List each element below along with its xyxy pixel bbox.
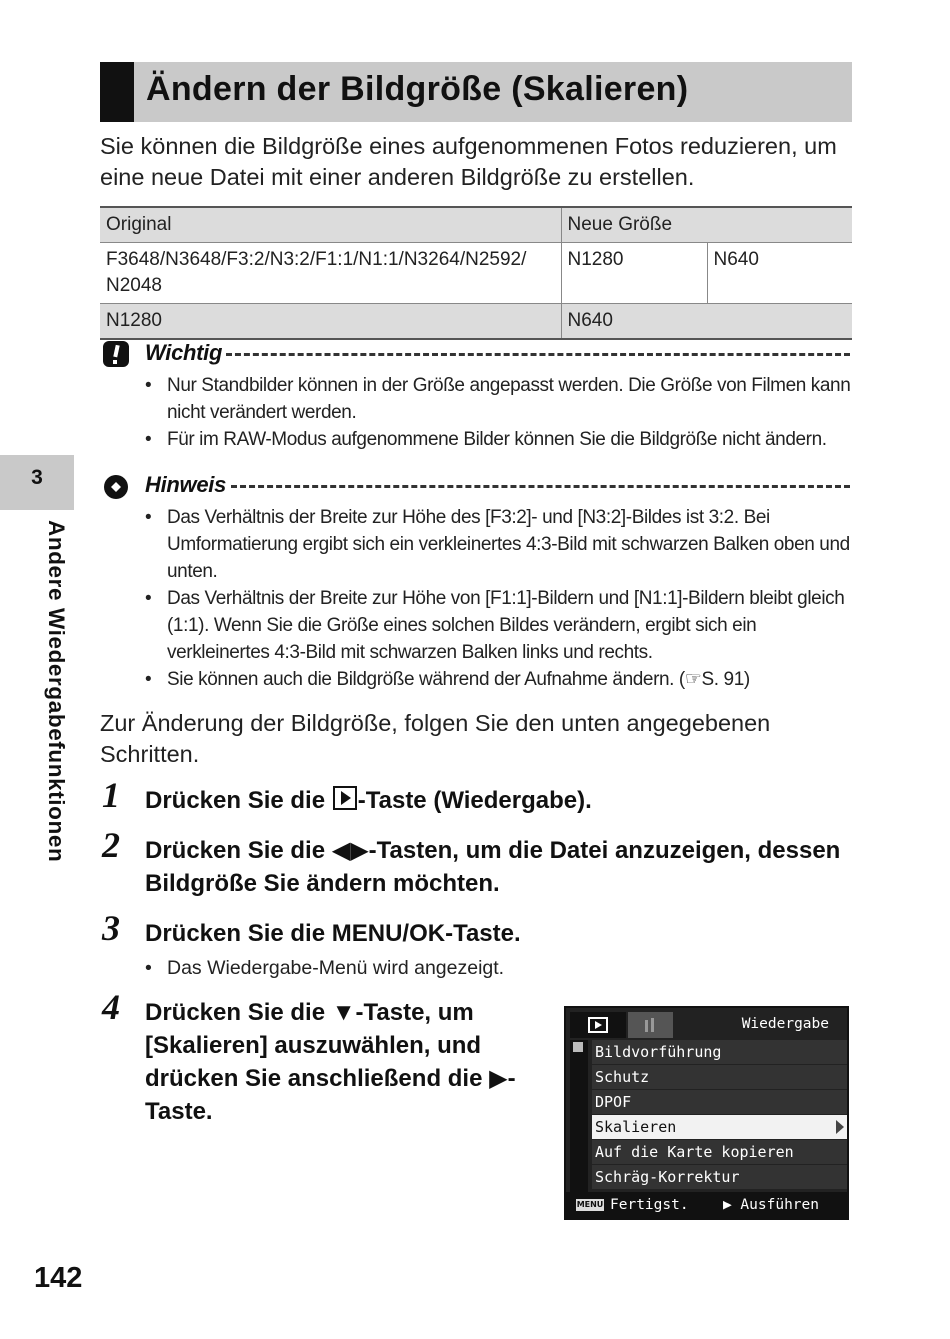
camera-scroll-marker xyxy=(573,1042,583,1052)
table-cell-original: F3648/N3648/F3:2/N3:2/F1:1/N1:1/N3264/N2592/ N2048 xyxy=(100,243,561,304)
chapter-number: 3 xyxy=(31,466,43,489)
step-4-text xyxy=(145,996,545,1128)
important-title: Wichtig xyxy=(145,340,223,365)
step-number-2: 2 xyxy=(102,825,120,865)
hint-icon xyxy=(102,472,130,500)
chapter-label: Andere Wiedergabefunktionen xyxy=(44,520,69,863)
list-item: • Das Verhältnis der Breite zur Höhe von [F1:1]-Bildern und [N1:1]-Bildern bleibt gleich (1:1). Wenn Sie die Größe eines solchen Bildes verändern, ergibt sich ein verkleinertes 4:3-Bild mit schwarzen Balken links und rechts. xyxy=(145,585,857,666)
size-table xyxy=(100,206,852,340)
hint-divider xyxy=(231,485,850,488)
page-reference-icon: ☞ xyxy=(684,669,702,690)
hint-list xyxy=(145,504,857,693)
steps-intro: Zur Änderung der Bildgröße, folgen Sie den unten angegebenen Schritten. xyxy=(100,710,771,767)
right-arrow-icon: ▶ xyxy=(489,1065,508,1092)
camera-menu-item[interactable]: Auf die Karte kopieren xyxy=(592,1140,849,1164)
left-right-arrow-icon: ◀▶ xyxy=(331,837,369,864)
camera-header xyxy=(566,1012,847,1038)
table-cell-new: N1280 xyxy=(561,243,707,304)
step-number-1: 1 xyxy=(102,775,120,815)
table-row xyxy=(100,243,852,304)
step-3-sub-list xyxy=(145,955,857,982)
important-list xyxy=(145,372,857,453)
chevron-right-icon xyxy=(836,1120,844,1134)
list-item: • Das Wiedergabe-Menü wird angezeigt. xyxy=(145,955,857,982)
title-marker xyxy=(100,62,134,122)
list-item: • Das Verhältnis der Breite zur Höhe des [F3:2]- und [N3:2]-Bildes ist 3:2. Bei Umformatierung ergibt sich ein verkleinertes 4:3-Bild mit schwarzen Balken oben und unten. xyxy=(145,504,857,585)
step-2-text xyxy=(145,834,860,900)
step-text-part: Drücken Sie die xyxy=(145,837,332,864)
camera-menu-item[interactable]: Schutz xyxy=(592,1065,849,1089)
table-header-original: Original xyxy=(100,207,561,243)
menu-button-icon: MENU xyxy=(576,1200,604,1209)
list-item-text: Sie können auch die Bildgröße während der Aufnahme ändern. ( xyxy=(167,669,685,690)
camera-menu-screen xyxy=(564,1006,849,1220)
step-text-part: Drücken Sie die xyxy=(145,787,332,814)
warning-icon xyxy=(102,340,130,368)
playback-icon xyxy=(333,786,357,810)
step-text-part: -Taste. xyxy=(145,1065,516,1125)
step-number-3: 3 xyxy=(102,908,120,948)
list-item xyxy=(145,666,857,693)
list-item: • Für im RAW-Modus aufgenommene Bilder können Sie die Bildgröße nicht ändern. xyxy=(145,426,857,453)
table-header-row xyxy=(100,207,852,243)
page-number: 142 xyxy=(34,1262,83,1294)
table-cell-new: N640 xyxy=(707,243,852,304)
page-title: Ändern der Bildgröße (Skalieren) xyxy=(146,70,689,108)
step-number-4: 4 xyxy=(102,987,120,1027)
camera-footer-finish: Fertigst. xyxy=(610,1197,689,1213)
step-text-part: Drücken Sie die xyxy=(145,999,332,1026)
camera-menu-item[interactable]: DPOF xyxy=(592,1090,849,1114)
step-text-part: -Tasten, um die Datei anzuzeigen, dessen Bildgröße Sie ändern möchten. xyxy=(145,837,841,897)
camera-menu-item[interactable]: Schräg-Korrektur xyxy=(592,1165,849,1189)
hint-title: Hinweis xyxy=(145,472,227,497)
step-text-part: -Taste, um [Skalieren] auszuwählen, und drücken Sie anschließend die xyxy=(145,999,490,1092)
list-item: • Nur Standbilder können in der Größe angepasst werden. Die Größe von Filmen kann nicht verändert werden. xyxy=(145,372,857,426)
table-header-new-size: Neue Größe xyxy=(561,207,852,243)
table-cell-original: N1280 xyxy=(100,304,561,340)
table-row xyxy=(100,304,852,340)
table-cell-new: N640 xyxy=(561,304,852,340)
camera-menu-item-selected[interactable] xyxy=(592,1115,849,1139)
camera-menu-title: Wiedergabe xyxy=(741,1016,829,1032)
camera-footer xyxy=(566,1192,847,1218)
camera-menu-item[interactable]: Bildvorführung xyxy=(592,1040,849,1064)
camera-footer-execute: ▶ Ausführen xyxy=(722,1197,819,1213)
intro-paragraph: Sie können die Bildgröße eines aufgenommenen Fotos reduzieren, um eine neue Datei mit einer anderen Bildgröße zu erstellen. xyxy=(100,133,837,190)
camera-scrollbar xyxy=(570,1040,588,1192)
page-reference: S. 91) xyxy=(701,669,750,690)
step-1-text xyxy=(145,784,860,817)
down-arrow-icon: ▼ xyxy=(331,999,356,1026)
camera-menu-item-label: Skalieren xyxy=(595,1118,677,1136)
step-text-part: -Taste (Wiedergabe). xyxy=(357,787,592,814)
important-divider xyxy=(226,353,850,356)
step-3-text: Drücken Sie die MENU/OK-Taste. xyxy=(145,920,521,947)
